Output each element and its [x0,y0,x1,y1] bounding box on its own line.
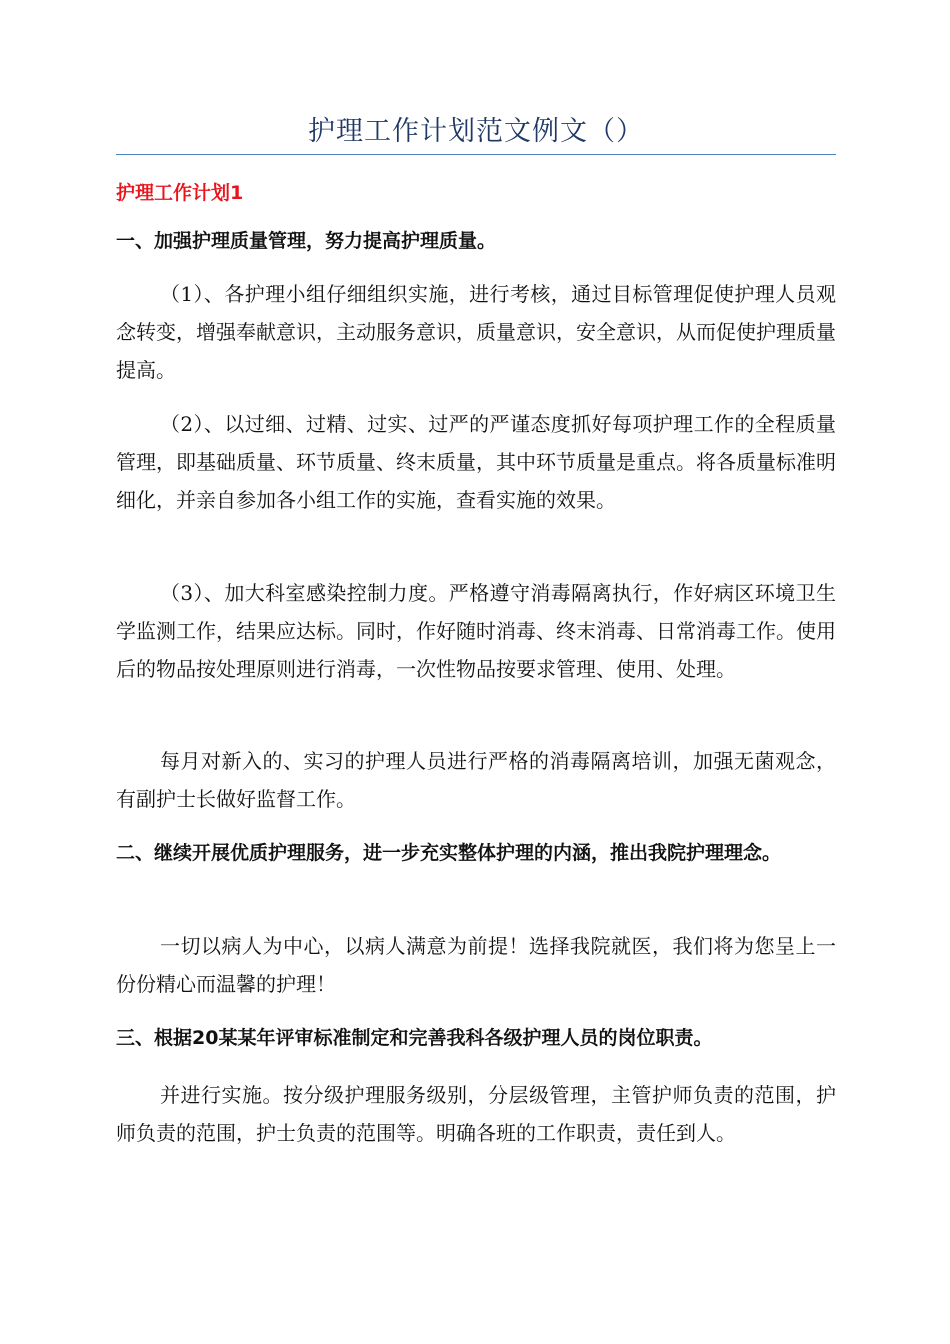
title-divider [116,154,836,155]
plan-heading: 护理工作计划1 [116,182,244,204]
paragraph-1-2: （2）、以过细、过精、过实、过严的严谨态度抓好每项护理工作的全程质量管理，即基础质量、环节质量、终末质量，其中环节质量是重点。将各质量标准明细化，并亲自参加各小组工作的实施，查看实施的效果。 [116,412,836,512]
paragraph-2-1: 一切以病人为中心，以病人满意为前提！选择我院就医，我们将为您呈上一份份精心而温馨的护理！ [116,934,836,996]
section-heading-3: 三、根据20某某年评审标准制定和完善我科各级护理人员的岗位职责。 [116,1027,713,1049]
section-heading-2: 二、继续开展优质护理服务，进一步充实整体护理的内涵，推出我院护理理念。 [116,842,782,864]
document-title: 护理工作计划范文例文（） [308,116,644,147]
section-heading-1: 一、加强护理质量管理，努力提高护理质量。 [116,230,497,252]
paragraph-1-3: （3）、加大科室感染控制力度。严格遵守消毒隔离执行，作好病区环境卫生学监测工作，结果应达标。同时，作好随时消毒、终末消毒、日常消毒工作。使用后的物品按处理原则进行消毒，一次性物品按要求管理、使用、处理。 [116,581,836,681]
paragraph-3-1: 并进行实施。按分级护理服务级别，分层级管理，主管护师负责的范围，护师负责的范围，护士负责的范围等。明确各班的工作职责，责任到人。 [116,1083,836,1145]
paragraph-1-1: （1）、各护理小组仔细组织实施，进行考核，通过目标管理促使护理人员观念转变，增强奉献意识，主动服务意识，质量意识，安全意识，从而促使护理质量提高。 [116,282,836,382]
paragraph-1-4: 每月对新入的、实习的护理人员进行严格的消毒隔离培训，加强无菌观念，有副护士长做好监督工作。 [116,749,836,811]
